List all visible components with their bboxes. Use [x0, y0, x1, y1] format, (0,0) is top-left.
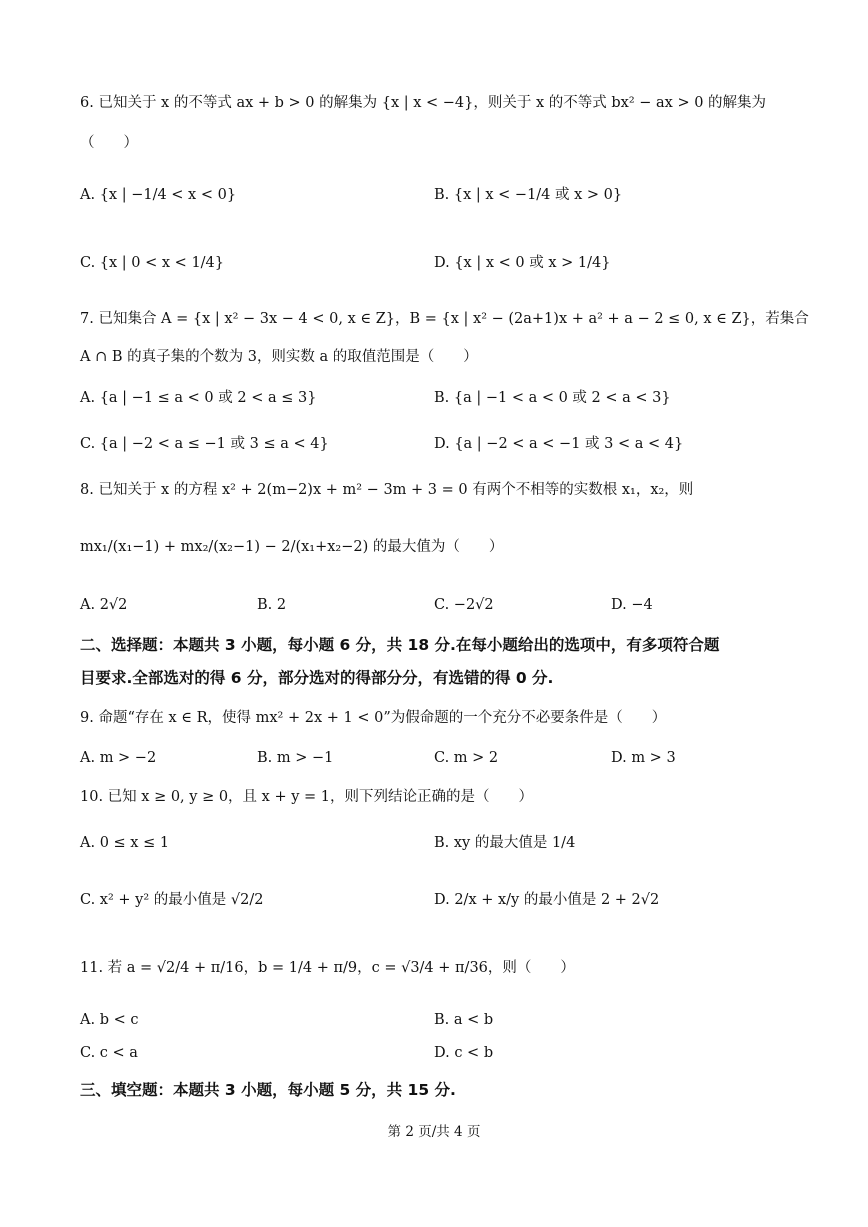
- q8-stem-line2: mx₁/(x₁−1) + mx₂/(x₂−1) − 2/(x₁+x₂−2) 的最大值为（ ）: [80, 539, 504, 555]
- q6-option-c: C. {x | 0 < x < 1/4}: [80, 255, 225, 271]
- q10-option-b: B. xy 的最大值是 1/4: [434, 835, 576, 851]
- q11-option-a: A. b < c: [80, 1012, 139, 1028]
- q7-option-d: D. {a | −2 < a < −1 或 3 < a < 4}: [434, 436, 684, 452]
- page-number-footer: 第 2 页/共 4 页: [387, 1124, 481, 1140]
- q7-option-b: B. {a | −1 < a < 0 或 2 < a < 3}: [434, 390, 671, 406]
- q9-option-d: D. m > 3: [611, 750, 676, 766]
- q6-option-d: D. {x | x < 0 或 x > 1/4}: [434, 255, 611, 271]
- q6-option-b: B. {x | x < −1/4 或 x > 0}: [434, 187, 623, 203]
- q7-stem-line2: A ∩ B 的真子集的个数为 3，则实数 a 的取值范围是（ ）: [80, 349, 478, 365]
- q9-stem: 9. 命题“存在 x ∈ R，使得 mx² + 2x + 1 < 0”为假命题的一个充分不必要条件是（ ）: [80, 710, 667, 726]
- q7-option-c: C. {a | −2 < a ≤ −1 或 3 ≤ a < 4}: [80, 436, 329, 452]
- q11-option-b: B. a < b: [434, 1012, 494, 1028]
- q11-stem: 11. 若 a = √2/4 + π/16，b = 1/4 + π/9，c = √3/4 + π/36，则（ ）: [80, 960, 575, 976]
- section2-heading-line1: 二、选择题：本题共 3 小题，每小题 6 分，共 18 分.在每小题给出的选项中，有多项符合题: [80, 636, 720, 654]
- section2-heading-line2: 目要求.全部选对的得 6 分，部分选对的得部分分，有选错的得 0 分.: [80, 669, 554, 687]
- q11-option-d: D. c < b: [434, 1045, 494, 1061]
- q9-option-a: A. m > −2: [80, 750, 157, 766]
- q10-stem: 10. 已知 x ≥ 0, y ≥ 0，且 x + y = 1，则下列结论正确的是（ ）: [80, 789, 533, 805]
- q8-option-c: C. −2√2: [434, 597, 494, 613]
- q7-stem-line1: 7. 已知集合 A = {x | x² − 3x − 4 < 0, x ∈ Z}，B = {x | x² − (2a+1)x + a² + a − 2 ≤ 0, x ∈ Z}，若集合: [80, 311, 809, 327]
- q10-option-c: C. x² + y² 的最小值是 √2/2: [80, 892, 264, 908]
- q10-option-d: D. 2/x + x/y 的最小值是 2 + 2√2: [434, 892, 660, 908]
- section3-heading: 三、填空题：本题共 3 小题，每小题 5 分，共 15 分.: [80, 1081, 456, 1099]
- q8-option-b: B. 2: [257, 597, 287, 613]
- q9-option-c: C. m > 2: [434, 750, 499, 766]
- q6-option-a: A. {x | −1/4 < x < 0}: [80, 187, 237, 203]
- q7-option-a: A. {a | −1 ≤ a < 0 或 2 < a ≤ 3}: [80, 390, 317, 406]
- q6-stem-line2: （ ）: [80, 135, 138, 151]
- q8-option-a: A. 2√2: [80, 597, 128, 613]
- q9-option-b: B. m > −1: [257, 750, 334, 766]
- q10-option-a: A. 0 ≤ x ≤ 1: [80, 835, 170, 851]
- q6-stem-line1: 6. 已知关于 x 的不等式 ax + b > 0 的解集为 {x | x < −4}，则关于 x 的不等式 bx² − ax > 0 的解集为: [80, 95, 767, 111]
- q11-option-c: C. c < a: [80, 1045, 138, 1061]
- q8-option-d: D. −4: [611, 597, 653, 613]
- q8-stem-line1: 8. 已知关于 x 的方程 x² + 2(m−2)x + m² − 3m + 3 = 0 有两个不相等的实数根 x₁，x₂，则: [80, 482, 694, 498]
